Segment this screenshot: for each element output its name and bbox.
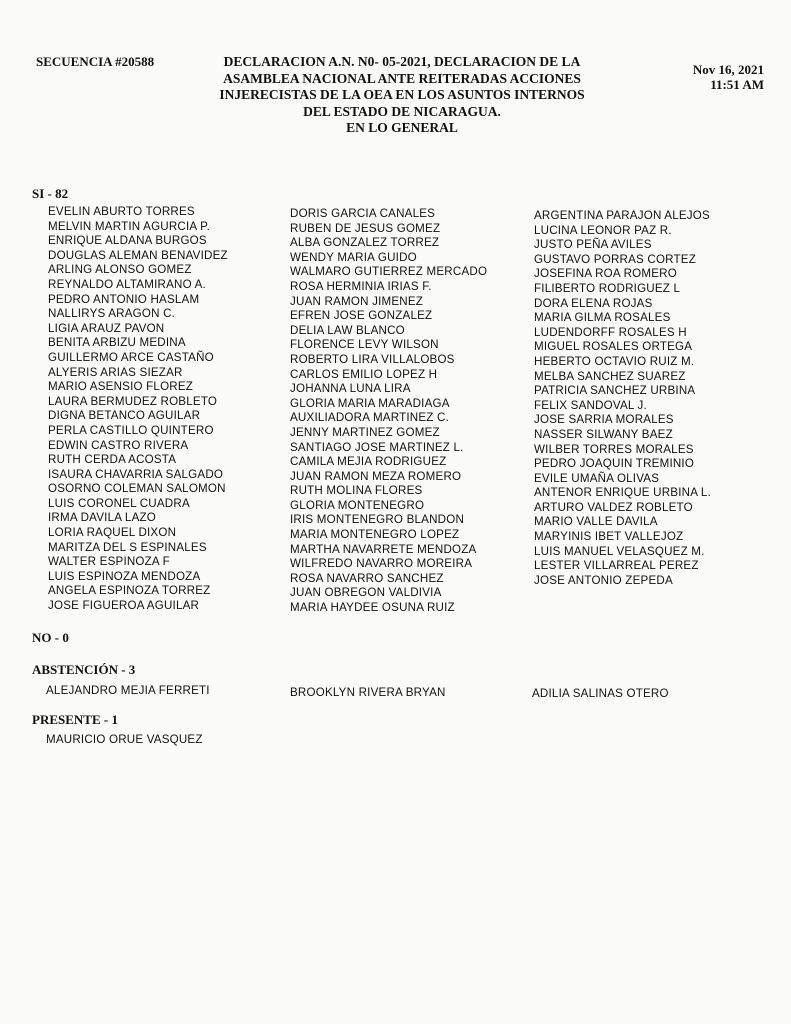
si-name: LUIS ESPINOZA MENDOZA [48,569,201,583]
si-name: FLORENCE LEVY WILSON [290,338,439,352]
si-name: JOSE SARRIA MORALES [534,413,674,427]
title-line: INJERECISTAS DE LA OEA EN LOS ASUNTOS INTERNOS [219,87,585,102]
si-name: EDWIN CASTRO RIVERA [48,438,189,452]
si-name: LUIS MANUEL VELASQUEZ M. [534,544,705,558]
si-name: JOSEFINA ROA ROMERO [534,267,677,281]
si-name: MARIA HAYDEE OSUNA RUIZ [290,601,455,615]
si-name: EVILE UMAÑA OLIVAS [534,471,660,485]
si-column-2 [290,207,487,616]
si-name: JUAN RAMON MEZA ROMERO [290,469,462,483]
title-line: DEL ESTADO DE NICARAGUA. [303,103,501,119]
si-name: PATRICIA SANCHEZ URBINA [534,384,696,398]
si-name: JOHANNA LUNA LIRA [290,382,411,396]
title-line: ASAMBLEA NACIONAL ANTE REITERADAS ACCIONES [223,70,581,86]
si-name: LUIS CORONEL CUADRA [48,496,190,510]
si-name: MIGUEL ROSALES ORTEGA [534,340,693,354]
si-name: DIGNA BETANCO AGUILAR [48,409,201,423]
si-name: LESTER VILLARREAL PEREZ [534,559,699,573]
sequence-number: SECUENCIA #20588 [36,54,155,69]
si-name: NASSER SILWANY BAEZ [534,427,673,441]
no-heading: NO - 0 [32,630,69,645]
si-name: JOSE FIGUEROA AGUILAR [48,599,200,613]
abstencion-name: ALEJANDRO MEJIA FERRETI [46,684,210,697]
si-column-3 [534,209,711,588]
si-name: GUSTAVO PORRAS CORTEZ [534,252,697,266]
si-name: DOUGLAS ALEMAN BENAVIDEZ [48,248,228,262]
si-name: LUCINA LEONOR PAZ R. [534,223,672,237]
si-name: ANTENOR ENRIQUE URBINA L. [534,486,712,500]
si-name: MARIO ASENSIO FLOREZ [48,380,194,394]
si-name: MARIA GILMA ROSALES [534,311,671,325]
si-name: WENDY MARIA GUIDO [290,250,417,264]
abstencion-name: BROOKLYN RIVERA BRYAN [290,686,446,699]
presente-name: MAURICIO ORUE VASQUEZ [46,733,203,746]
si-name: DORA ELENA ROJAS [534,296,653,310]
date: Nov 16, 2021 [692,62,764,77]
si-name: CAMILA MEJIA RODRIGUEZ [290,455,447,469]
si-name: RUBEN DE JESUS GOMEZ [290,221,441,235]
si-name: WILFREDO NAVARRO MOREIRA [290,557,473,571]
si-name: ANGELA ESPINOZA TORREZ [48,584,211,598]
si-name: MARIA MONTENEGRO LOPEZ [290,528,460,542]
document-title [196,54,608,137]
presente-heading: PRESENTE - 1 [32,712,118,727]
si-name: MELBA SANCHEZ SUAREZ [534,369,686,383]
si-name: BENITA ARBIZU MEDINA [48,336,186,350]
si-name: PEDRO ANTONIO HASLAM [48,292,200,306]
title-line: EN LO GENERAL [346,120,458,135]
si-name: MELVIN MARTIN AGURCIA P. [48,219,210,233]
si-name: PERLA CASTILLO QUINTERO [48,423,214,437]
time: 11:51 AM [710,77,764,92]
si-name: HEBERTO OCTAVIO RUIZ M. [534,354,695,368]
si-name: PEDRO JOAQUIN TREMINIO [534,457,695,471]
si-name: JUSTO PEÑA AVILES [534,238,652,252]
si-name: ARGENTINA PARAJON ALEJOS [534,209,710,222]
si-name: MARYINIS IBET VALLEJOZ [534,530,684,544]
si-name: MARTHA NAVARRETE MENDOZA [290,542,477,556]
si-name: JOSE ANTONIO ZEPEDA [534,573,673,587]
si-column-1 [48,205,228,614]
si-name: LAURA BERMUDEZ ROBLETO [48,394,218,408]
si-name: LIGIA ARAUZ PAVON [48,321,165,335]
abstencion-heading: ABSTENCIÓN - 3 [32,662,136,677]
si-name: LUDENDORFF ROSALES H [534,325,687,339]
si-name: GUILLERMO ARCE CASTAÑO [48,350,214,364]
si-name: GLORIA MARIA MARADIAGA [290,396,450,410]
si-name: OSORNO COLEMAN SALOMON [48,482,226,496]
si-name: FILIBERTO RODRIGUEZ L [534,281,681,295]
title-line: DECLARACION A.N. N0- 05-2021, DECLARACION DE LA [223,54,581,69]
si-name: ROSA NAVARRO SANCHEZ [290,571,444,585]
si-name: WALMARO GUTIERREZ MERCADO [290,265,488,279]
si-name: CARLOS EMILIO LOPEZ H [290,367,438,381]
si-name: JUAN OBREGON VALDIVIA [290,586,442,600]
si-name: DORIS GARCIA CANALES [290,207,436,220]
si-name: MARITZA DEL S ESPINALES [48,540,207,554]
date-time [664,62,764,92]
si-name: ISAURA CHAVARRIA SALGADO [48,467,224,481]
si-name: WALTER ESPINOZA F [48,555,170,569]
si-name: SANTIAGO JOSE MARTINEZ L. [290,440,464,454]
si-name: ENRIQUE ALDANA BURGOS [48,234,207,248]
si-name: WILBER TORRES MORALES [534,442,694,456]
si-name: FELIX SANDOVAL J. [534,398,647,412]
si-name: ROSA HERMINIA IRIAS F. [290,279,432,293]
si-heading: SI - 82 [32,186,69,201]
si-name: GLORIA MONTENEGRO [290,498,425,512]
si-name: NALLIRYS ARAGON C. [48,307,176,321]
si-name: MARIO VALLE DAVILA [534,515,658,529]
si-name: IRIS MONTENEGRO BLANDON [290,513,465,527]
si-name: ARTURO VALDEZ ROBLETO [534,500,693,514]
si-name: EVELIN ABURTO TORRES [48,205,195,218]
si-name: RUTH MOLINA FLORES [290,484,423,498]
si-name: DELIA LAW BLANCO [290,323,405,337]
si-name: ROBERTO LIRA VILLALOBOS [290,352,455,366]
abstencion-name: ADILIA SALINAS OTERO [532,687,669,700]
si-name: ALBA GONZALEZ TORREZ [290,236,440,250]
si-name: JUAN RAMON JIMENEZ [290,294,424,308]
si-name: JENNY MARTINEZ GOMEZ [290,425,440,439]
si-name: REYNALDO ALTAMIRANO A. [48,277,206,291]
si-name: RUTH CERDA ACOSTA [48,453,177,467]
si-name: IRMA DAVILA LAZO [48,511,157,525]
si-name: LORIA RAQUEL DIXON [48,526,177,540]
si-name: EFREN JOSE GONZALEZ [290,309,433,323]
si-name: ARLING ALONSO GOMEZ [48,263,192,277]
si-name: ALYERIS ARIAS SIEZAR [48,365,183,379]
si-name: AUXILIADORA MARTINEZ C. [290,411,449,425]
